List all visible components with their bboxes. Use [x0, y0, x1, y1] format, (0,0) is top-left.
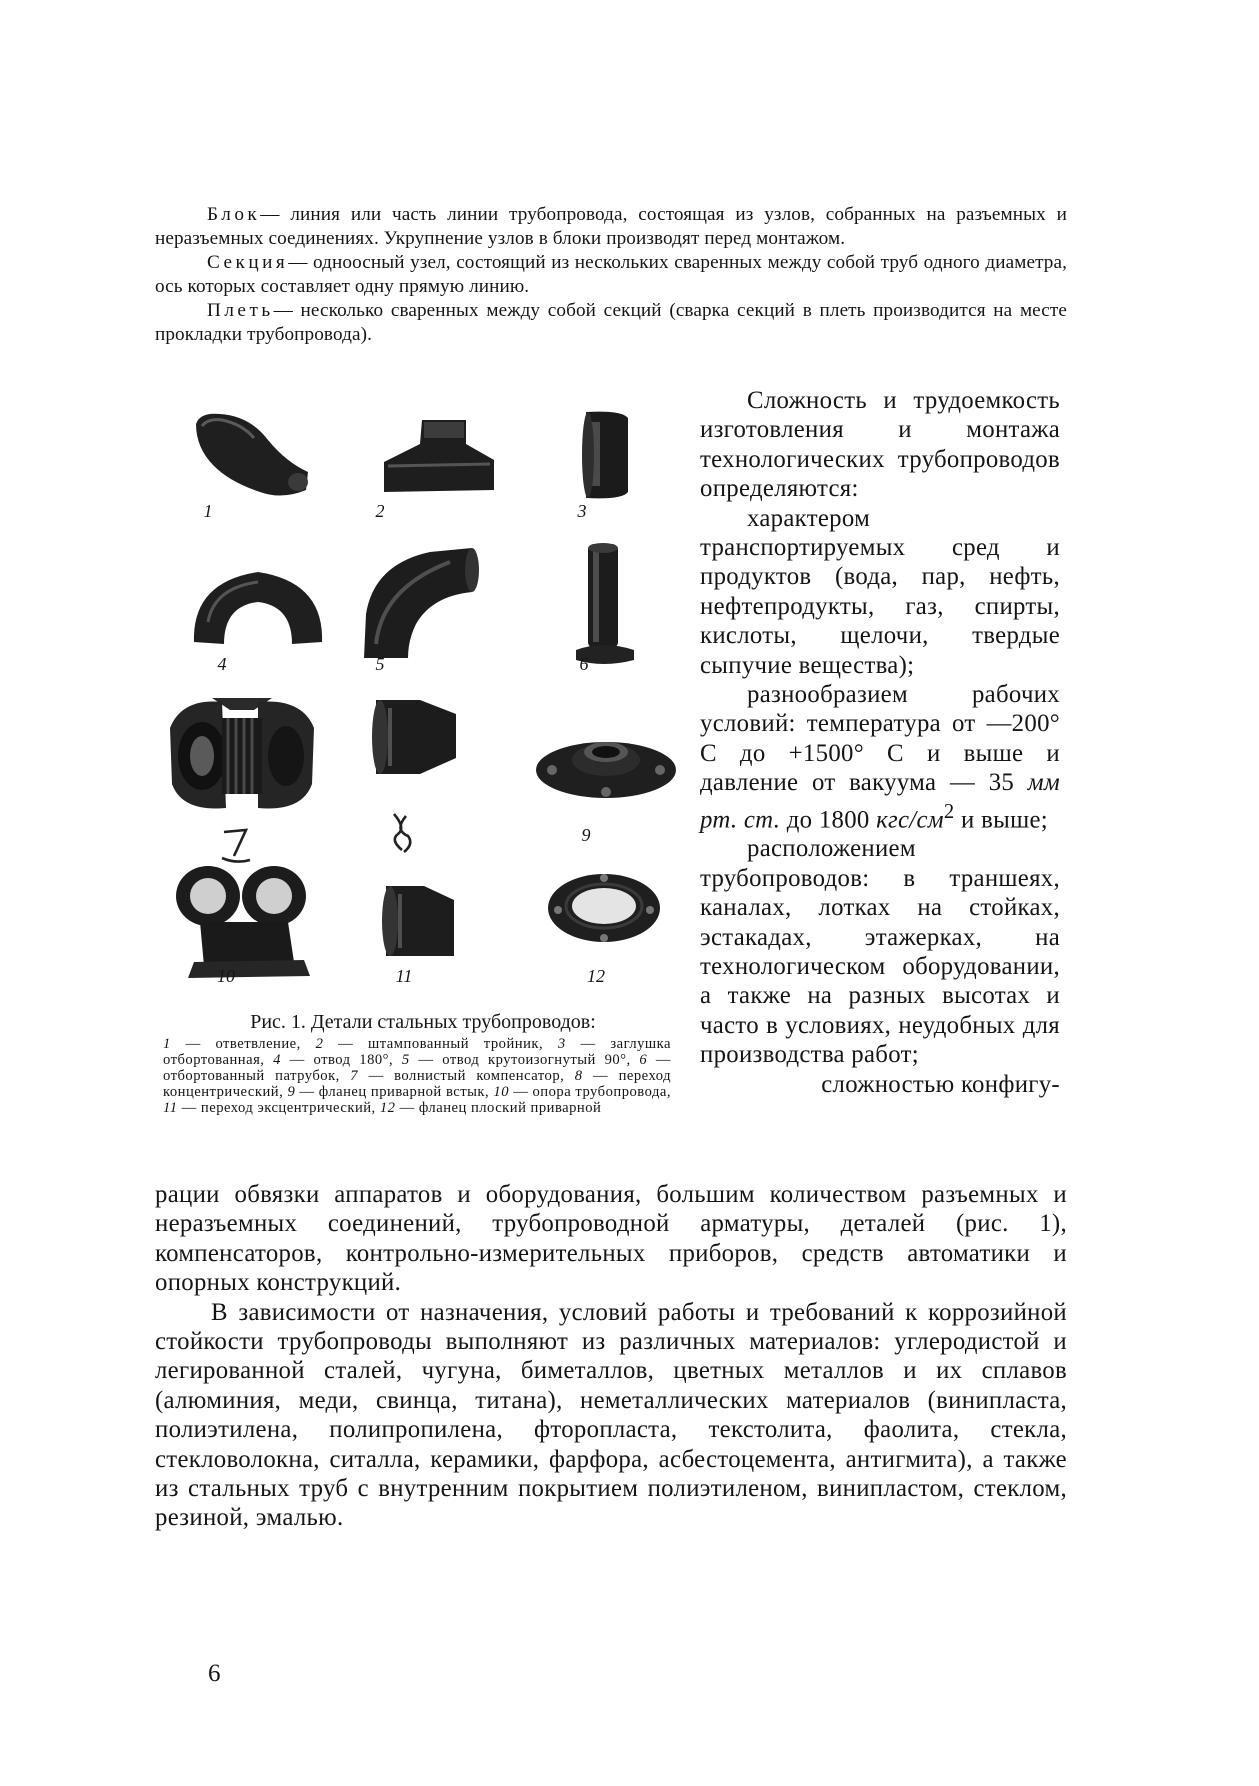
weld-neck-flange-image — [532, 718, 680, 802]
definition-section-text: — одноосный узел, состоящий из нескольких сваренных между собой труб одного диаметра, ось которых составляет одну прямую линию. — [155, 252, 1067, 297]
unit-mm-hg: мм рт. ст. — [700, 769, 1060, 833]
conditions-text-start: разнообразием рабочих условий: температура от —200° С до +1500° С и выше и давление от вакуума — 35 — [700, 681, 1060, 797]
legend-num-7: 7 — [350, 1068, 359, 1085]
branch-part-image — [190, 406, 314, 506]
term-string: Плеть — [207, 300, 274, 322]
unit-kgf-cm: кгс/см — [876, 805, 944, 833]
legend-text-5: — отвод крутоизогнутый 90°, — [409, 1052, 640, 1069]
part-number-6: 6 — [579, 654, 589, 674]
page-number: 6 — [208, 1660, 221, 1687]
slip-on-flange-image — [544, 866, 664, 948]
column-paragraph-4: расположением трубопроводов: в траншеях, каналах, лотках на стойках, эстакадах, этажерках, на технологическом оборудовании, а также на разных высотах и часто в условиях, неудобных для производства работ; — [700, 835, 1060, 1069]
definitions-block — [155, 203, 1067, 347]
figure-legend — [163, 1036, 671, 1116]
legend-text-4: — отвод 180°, — [280, 1052, 402, 1069]
part-number-9: 9 — [581, 825, 591, 845]
legend-num-12: 12 — [379, 1100, 396, 1117]
column-paragraph-3 — [700, 680, 1060, 834]
legend-text-2: — штампованный тройник, — [323, 1036, 558, 1052]
column-paragraph-1: Сложность и трудоемкость изготовления и монтажа технологических трубопроводов определяются: — [700, 387, 1060, 503]
definition-string — [155, 299, 1067, 346]
conditions-text-mid: до 1800 — [780, 805, 877, 833]
paragraph-5-continuation: рации обвязки аппаратов и оборудования, большим количеством разъемных и неразъемных соединений, трубопроводной арматуры, деталей (рис. 1), компенсаторов, контрольно-измерительных приборов, средств автоматики и опорных конструкций. — [155, 1181, 1067, 1297]
bottom-text-block — [155, 1180, 1067, 1533]
materials-paragraph: В зависимости от назначения, условий работы и требований к коррозийной стойкости трубопроводы выполняют из различных материалов: углеродистой и легированной сталей, чугуна, биметаллов, цветных металлов и их сплавов (алюминия, меди, свинца, титана), неметаллических материалов (винипласта, полиэтилена, полипропилена, фторопласта, текстолита, фаолита, стекла, стекловолокна, ситалла, керамики, фарфора, асбестоцемента, антигмита), а также из стальных труб с внутренним покрытием полиэтиленом, винипластом, стеклом, резиной, эмалью. — [155, 1298, 1067, 1532]
handwritten-part-number-8 — [384, 810, 420, 856]
elbow-90-image — [360, 544, 480, 664]
legend-num-1: 1 — [163, 1036, 171, 1052]
term-block: Блок — [207, 204, 261, 225]
legend-text-9: — фланец приварной встык, — [295, 1084, 494, 1101]
figure-caption-title: Рис. 1. Детали стальных трубопроводов: — [250, 1011, 596, 1033]
definition-block-text: — линия или часть линии трубопровода, состоящая из узлов, собранных на разъемных и неразъемных соединениях. Укрупнение узлов в блоки производят перед монтажом. — [155, 204, 1067, 249]
flanged-cap-image — [578, 408, 634, 502]
right-column-text — [700, 386, 1060, 1099]
part-number-11: 11 — [395, 966, 413, 986]
term-section: Секция — [207, 252, 289, 274]
legend-num-2: 2 — [315, 1036, 324, 1052]
column-paragraph-5-start: сложностью конфигу- — [821, 1070, 1060, 1098]
flanged-spigot-image — [572, 540, 638, 666]
eccentric-reducer-image — [380, 880, 460, 962]
part-number-2: 2 — [375, 501, 385, 521]
definition-section — [155, 251, 1067, 298]
legend-text-10: — опора трубопровода, — [508, 1084, 672, 1101]
part-number-4: 4 — [217, 654, 227, 674]
legend-text-8: — переход концентрический, — [163, 1068, 672, 1101]
concentric-reducer-image — [370, 692, 462, 784]
definition-string-text: — несколько сваренных между собой секций (сварка секций в плеть производится на месте прокладки трубопровода). — [155, 300, 1067, 345]
legend-num-6: 6 — [639, 1052, 648, 1069]
legend-text-12: — фланец плоский приварной — [395, 1100, 602, 1117]
stamped-tee-image — [376, 412, 502, 498]
unit-superscript: 2 — [943, 800, 955, 823]
part-number-1: 1 — [203, 501, 213, 521]
part-number-12: 12 — [587, 966, 605, 986]
handwritten-part-number-7 — [216, 824, 256, 866]
legend-text-7: — волнистый компенсатор, — [358, 1068, 575, 1085]
legend-num-4: 4 — [273, 1052, 281, 1069]
corrugated-compensator-image — [162, 688, 322, 820]
legend-num-5: 5 — [401, 1052, 410, 1069]
part-number-10: 10 — [217, 966, 235, 986]
definition-block — [155, 203, 1067, 250]
legend-num-10: 10 — [493, 1084, 509, 1101]
column-paragraph-2: характером транспортируемых сред и продуктов (вода, пар, нефть, нефтепродукты, газ, спирты, кислоты, щелочи, твердые сыпучие вещества); — [700, 504, 1060, 679]
legend-num-11: 11 — [163, 1100, 178, 1117]
legend-text-6: — отбортованный патрубок, — [163, 1052, 672, 1085]
legend-text-1: — ответвление, — [170, 1036, 316, 1052]
pipe-support-image — [164, 862, 314, 982]
legend-text-3: — заглушка отбортованная, — [163, 1036, 671, 1069]
legend-text-11: — переход эксцентрический, — [177, 1100, 380, 1117]
legend-num-8: 8 — [574, 1068, 583, 1085]
part-number-5: 5 — [375, 654, 385, 674]
return-bend-180-image — [188, 562, 328, 648]
part-number-3: 3 — [577, 501, 587, 521]
conditions-text-end: и выше; — [954, 805, 1048, 833]
legend-num-9: 9 — [287, 1084, 296, 1101]
legend-num-3: 3 — [557, 1036, 566, 1052]
